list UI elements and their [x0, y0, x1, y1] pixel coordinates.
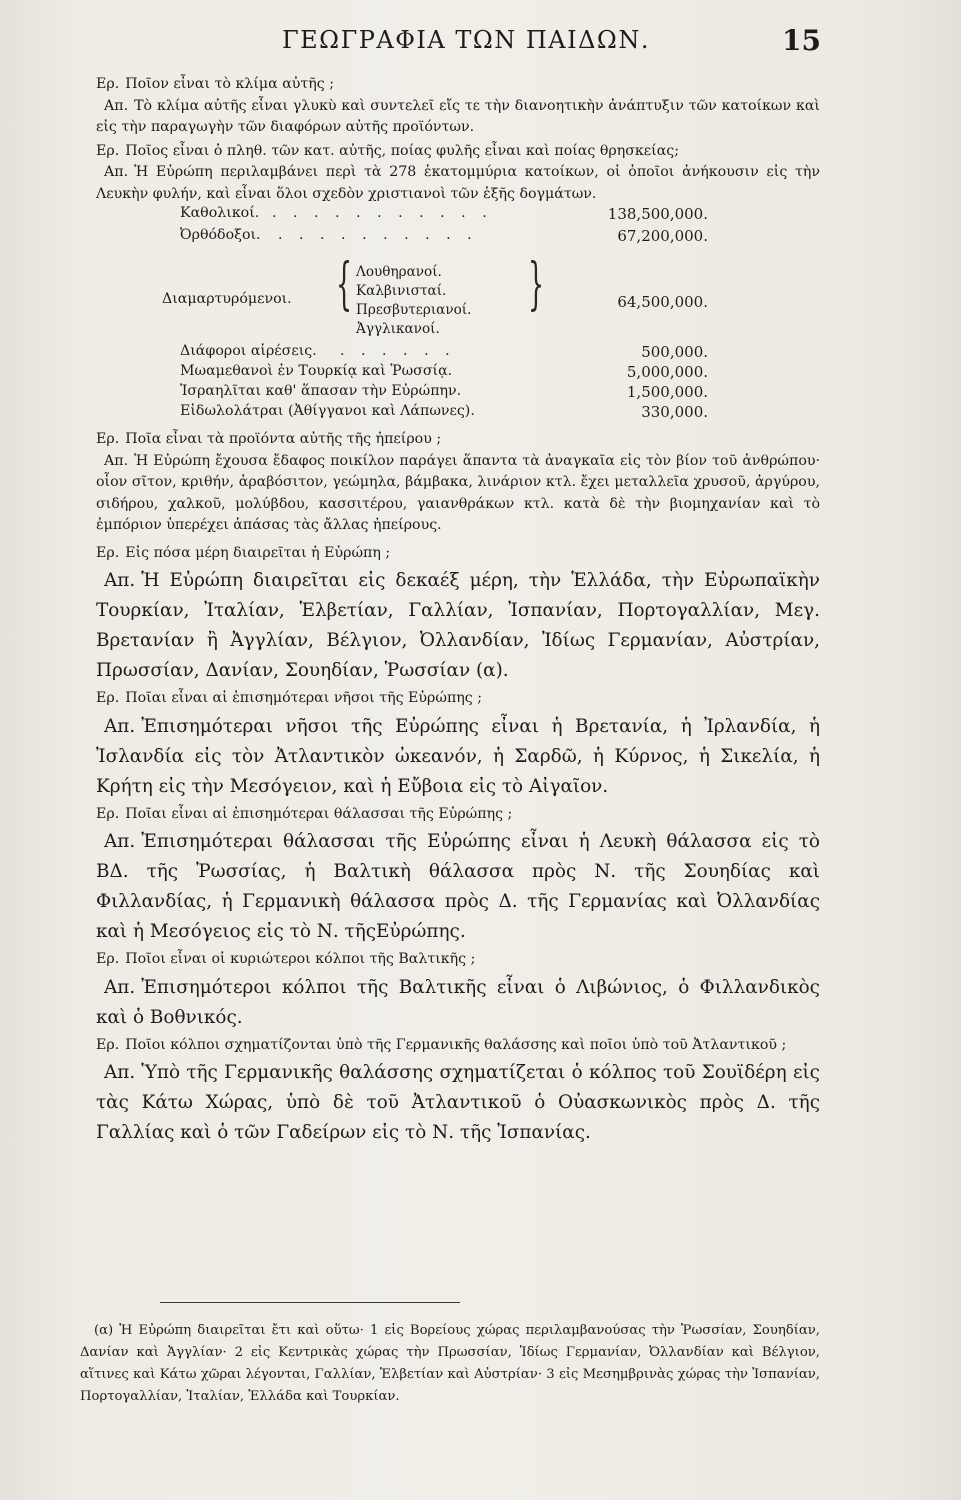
question-text: Ποῖοι κόλποι σχηματίζονται ὑπὸ τῆς Γερμανικῆς θαλάσσης καὶ ποῖοι ὑπὸ τοῦ Ἀτλαντικοῦ ; — [125, 1036, 787, 1053]
religion-value: 67,200,000. — [617, 227, 708, 245]
question-divisions — [96, 543, 820, 565]
religion-label: Ἰσραηλῖται καθ' ἅπασαν τὴν Εὐρώπην. — [180, 383, 462, 399]
question-islands — [96, 688, 820, 710]
answer-text: Ὑπὸ τῆς Γερμανικῆς θαλάσσης σχηματίζεται ὁ κόλπος τοῦ Σουϊδέρη εἰς τὰς Κάτω Χώρας, ὑπὸ δὲ τοῦ Ἀτλαντικοῦ ὁ Οὐασκωνικὸς πρὸς Δ. τῆς Γαλλίας καὶ ὁ τῶν Γαδείρων εἰς τὸ Ν. τῆς Ἰσπανίας. — [96, 1062, 820, 1143]
speaker-label: Απ. — [104, 97, 129, 114]
leader-dots: . . . . . . — [340, 343, 456, 359]
religion-value: 330,000. — [641, 403, 708, 421]
answer-divisions — [96, 566, 820, 686]
speaker-label: Ερ. — [96, 544, 120, 561]
speaker-label: Ερ. — [96, 690, 120, 706]
religion-label: Ὀρθόδοξοι. — [180, 227, 261, 243]
religion-value: 500,000. — [641, 343, 708, 361]
leader-dots: . . . . . . . . . . — [278, 227, 478, 243]
speaker-label: Ερ. — [96, 951, 120, 967]
religion-label: Διαμαρτυρόμενοι. — [162, 291, 292, 307]
religion-statistics-table — [96, 205, 820, 427]
answer-atlantic-gulfs — [96, 1058, 820, 1148]
denomination: Ἀγγλικανοί. — [356, 321, 440, 337]
speaker-label: Απ. — [104, 976, 136, 998]
question-seas — [96, 804, 820, 826]
answer-text: Ἐπισημότεροι κόλποι τῆς Βαλτικῆς εἶναι ὁ Λιβώνιος, ὁ Φιλλανδικὸς καὶ ὁ Βοθνικός. — [96, 976, 820, 1028]
question-climate — [96, 74, 820, 96]
speaker-label: Ερ. — [96, 1036, 120, 1053]
speaker-label: Απ. — [104, 164, 129, 180]
footnote-rule — [160, 1302, 460, 1303]
page-header — [0, 26, 961, 66]
speaker-label: Ερ. — [96, 431, 120, 447]
question-products — [96, 429, 820, 451]
speaker-label: Απ. — [104, 715, 136, 737]
religion-label: Καθολικοί. — [180, 205, 260, 221]
answer-text: Ἡ Εὐρώπη ἔχουσα ἔδαφος ποικίλον παράγει ἅπαντα τὰ ἀναγκαῖα εἰς τὸν βίον τοῦ ἀνθρώπου· οἷον σῖτον, κριθήν, ἀραβόσιτον, γεώμηλα, βάμβακα, λινάριον κτλ. ἔχει μεταλλεῖα χρυσοῦ, ἀργύρου, σιδήρου, χαλκοῦ, μολύβδου, κασσιτέρου, γαιανθράκων κτλ. κατὰ δὲ τὴν βιομηχανίαν καὶ τὸ ἐμπόριον ὑπερέχει ἁπάσας τὰς ἄλλας ἠπείρους. — [96, 452, 820, 533]
speaker-label: Απ. — [104, 831, 136, 852]
answer-baltic-gulfs — [96, 973, 820, 1033]
speaker-label: Ερ. — [96, 76, 120, 92]
speaker-label: Απ. — [104, 452, 129, 469]
religion-label: Διάφοροι αἱρέσεις. — [180, 343, 317, 359]
answer-climate — [96, 96, 820, 139]
answer-population — [96, 162, 820, 205]
answer-products — [96, 451, 820, 537]
answer-text: Τὸ κλίμα αὐτῆς εἶναι γλυκὺ καὶ συντελεῖ εἴς τε τὴν διανοητικὴν ἀνάπτυξιν τῶν κατοίκων καὶ εἰς τὴν παραγωγὴν τῶν διαφόρων αὐτῆς προϊόντων. — [96, 97, 820, 135]
question-population — [96, 141, 820, 163]
footnote — [80, 1320, 820, 1408]
speaker-label: Απ. — [104, 570, 136, 591]
religion-value: 64,500,000. — [617, 293, 708, 311]
right-brace: } — [528, 252, 545, 317]
answer-text: Ἐπισημότεραι θάλασσαι τῆς Εὐρώπης εἶναι ἡ Λευκὴ θάλασσα εἰς τὸ ΒΔ. τῆς Ῥωσσίας, ἡ Βαλτικὴ θάλασσα πρὸς Ν. τῆς Σουηδίας καὶ Φιλλανδίας, ἡ Γερμανικὴ θάλασσα πρὸς Δ. τῆς Γερμανίας καὶ Ὀλλανδίας καὶ ἡ Μεσόγειος εἰς τὸ Ν. τῆςΕὐρώπης. — [96, 831, 820, 942]
leader-dots: . . . . . . . . . . . — [272, 205, 493, 221]
question-text: Ποῖα εἶναι τὰ προϊόντα αὐτῆς τῆς ἠπείρου ; — [125, 431, 442, 447]
denomination: Λουθηρανοί. — [356, 264, 442, 280]
religion-label: Μωαμεθανοὶ ἐν Τουρκίᾳ καὶ Ῥωσσίᾳ. — [180, 363, 453, 379]
religion-value: 1,500,000. — [626, 383, 708, 401]
question-text: Ποῖον εἶναι τὸ κλίμα αὐτῆς ; — [125, 76, 334, 92]
question-text: Ποῖαι εἶναι αἱ ἐπισημότεραι θάλασσαι τῆς Εὐρώπης ; — [125, 805, 513, 822]
speaker-label: Απ. — [104, 1062, 136, 1083]
question-baltic-gulfs — [96, 949, 820, 971]
question-text: Εἰς πόσα μέρη διαιρεῖται ἡ Εὐρώπη ; — [125, 544, 391, 561]
answer-seas — [96, 827, 820, 947]
question-text: Ποῖαι εἶναι αἱ ἐπισημότεραι νῆσοι τῆς Εὐρώπης ; — [125, 690, 483, 706]
denomination: Καλβινισταί. — [356, 283, 447, 299]
speaker-label: Ερ. — [96, 142, 120, 159]
question-text: Ποῖος εἶναι ὁ πληθ. τῶν κατ. αὐτῆς, ποίας φυλῆς εἶναι καὶ ποίας θρησκείας; — [125, 142, 680, 159]
question-text: Ποῖοι εἶναι οἱ κυριώτεροι κόλποι τῆς Βαλτικῆς ; — [125, 951, 476, 967]
answer-islands — [96, 712, 820, 802]
answer-text: Ἐπισημότεραι νῆσοι τῆς Εὐρώπης εἶναι ἡ Βρετανία, ἡ Ἰρλανδία, ἡ Ἰσλανδία εἰς τὸν Ἀτλαντικὸν ὠκεανόν, ἡ Σαρδῶ, ἡ Κύρνος, ἡ Σικελία, ἡ Κρήτη εἰς τὴν Μεσόγειον, καὶ ἡ Εὔβοια εἰς τὸ Αἰγαῖον. — [96, 715, 820, 797]
religion-label: Εἰδωλολάτραι (Ἀθίγγανοι καὶ Λάπωνες). — [180, 403, 475, 419]
running-title: ΓΕΩΓΡΑΦΙΑ ΤΩΝ ΠΑΙΔΩΝ. — [282, 26, 650, 54]
question-atlantic-gulfs — [96, 1035, 820, 1057]
denomination: Πρεσβυτεριανοί. — [356, 302, 472, 318]
answer-text: Ἡ Εὐρώπη διαιρεῖται εἰς δεκαέξ μέρη, τὴν Ἑλλάδα, τὴν Εὐρωπαϊκὴν Τουρκίαν, Ἰταλίαν, Ἑλβετίαν, Γαλλίαν, Ἰσπανίαν, Πορτογαλλίαν, Μεγ. Βρετανίαν ἢ Ἀγγλίαν, Βέλγιον, Ὀλλανδίαν, Ἰδίως Γερμανίαν, Αὐστρίαν, Πρωσσίαν, Δανίαν, Σουηδίαν, Ῥωσσίαν (α). — [96, 570, 820, 681]
footnote-text: (α) Ἡ Εὐρώπη διαιρεῖται ἔτι καὶ οὕτω· 1 εἰς Βορείους χώρας περιλαμβανούσας τὴν Ῥωσσίαν, Σουηδίαν, Δανίαν καὶ Ἀγγλίαν· 2 εἰς Κεντρικὰς χώρας τὴν Πρωσσίαν, Ἰδίως Γερμανίαν, Ὀλλανδίαν καὶ Βέλγιον, αἵτινες καὶ Κάτω χῶραι λέγονται, Γαλλίαν, Ἑλβετίαν καὶ Αὐστρίαν· 3 εἰς Μεσημβρινὰς χώρας τὴν Ἰσπανίαν, Πορτογαλλίαν, Ἰταλίαν, Ἑλλάδα καὶ Τουρκίαν. — [80, 1323, 820, 1404]
page-content — [96, 72, 820, 1148]
speaker-label: Ερ. — [96, 805, 120, 822]
religion-value: 5,000,000. — [626, 363, 708, 381]
page-number: 15 — [782, 24, 821, 57]
religion-value: 138,500,000. — [607, 205, 708, 223]
protestant-denominations — [356, 263, 471, 339]
answer-text: Ἡ Εὐρώπη περιλαμβάνει περὶ τὰ 278 ἑκατομμύρια κατοίκων, οἱ ὁποῖοι ἀνήκουσιν εἰς τὴν Λευκὴν φυλήν, καὶ εἶναι ὅλοι σχεδὸν χριστιανοὶ τῶν ἑξῆς δογμάτων. — [96, 164, 820, 202]
left-brace: { — [336, 252, 353, 317]
